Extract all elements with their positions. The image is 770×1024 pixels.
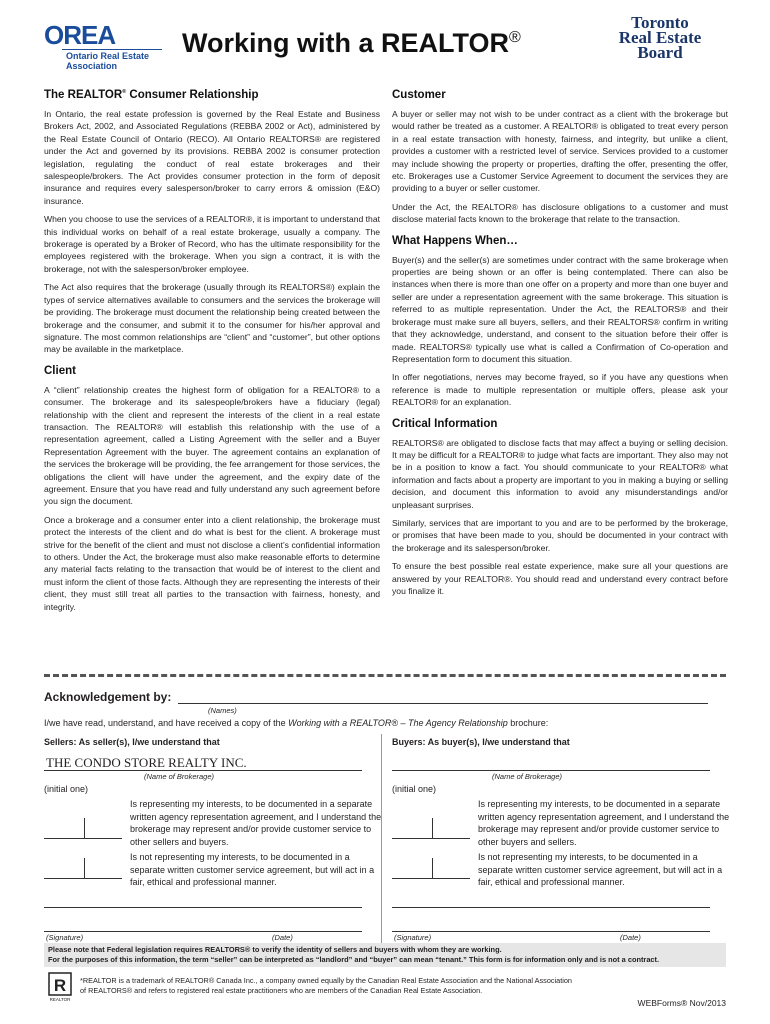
trb-line3: Board xyxy=(637,43,683,62)
customer-paragraph-2: Under the Act, the REALTOR® has disclosure obligations to a customer and must disclose material facts known to the brokerage that relate to the transaction. xyxy=(392,201,728,225)
seller-option-representing: Is representing my interests, to be documented in a separate written agency representation agreement, and I understand the brokerage may represent and/or provide customer service to other sellers and buyers. xyxy=(130,799,382,847)
orea-sub-line1: Ontario Real Estate xyxy=(66,51,150,61)
critical-paragraph-3: To ensure the best possible real estate experience, make sure all your questions are answered by your REALTOR®. You should read and understand every contract before you finalize it. xyxy=(392,561,728,596)
seller-initial-2-tick xyxy=(84,858,85,878)
seller-initial-instruction: (initial one) xyxy=(44,784,89,794)
left-column xyxy=(44,88,380,619)
seller-signature-label: (Signature) xyxy=(46,933,84,942)
buyer-signature-1-field[interactable] xyxy=(392,907,710,908)
seller-initial-1-tick xyxy=(84,818,85,838)
trademark-note xyxy=(80,976,600,996)
form-identifier: WEBForms® Nov/2013 xyxy=(637,998,726,1008)
page-title: Working with a REALTOR® xyxy=(182,28,521,58)
seller-option-not-representing: Is not representing my interests, to be documented in a separate written customer service agreement, but will act in a fair, ethical and professional manner. xyxy=(130,852,375,887)
trademark-line-2: of REALTORS® and refers to registered real estate practitioners who are members of the Canadian Real Estate Association. xyxy=(80,986,483,995)
buyers-heading: Buyers: As buyer(s), I/we understand that xyxy=(392,737,570,747)
critical-information-heading: Critical Information xyxy=(392,417,498,430)
critical-paragraph-1: REALTORS® are obligated to disclose facts that may affect a buying or selling decision. It may be difficult for a REALTOR® to judge what facts are important. They also may not be in a position to know a fact. You should communicate to your REALTOR® what information and facts about a property are important to you in making a buying or selling decision, and document this information to avoid any misunderstandings and/or unpleasant surprises. xyxy=(392,437,728,510)
trb-line2: Real Estate xyxy=(618,28,702,47)
toronto-real-estate-board-logo xyxy=(610,15,710,60)
consumer-paragraph-2: When you choose to use the services of a REALTOR®, it is important to understand that this individual works on behalf of a real estate brokerage, usually a company. The brokerage is operated by a Broker of Record, who has the ultimate responsibility for the employees registered with the brokerage. When you sign a contract, it is with the brokerage, not with the salesperson/broker employee. xyxy=(44,214,380,274)
names-input-line[interactable] xyxy=(178,703,708,704)
orea-logo-rule xyxy=(62,49,162,50)
seller-signature-2-field[interactable] xyxy=(44,931,362,932)
consumer-relationship-heading: The REALTOR® Consumer Relationship xyxy=(44,89,259,101)
consumer-paragraph-3: The Act also requires that the brokerage (usually through its REALTORS®) explain the types of service alternatives available to consumers and the services the brokerage will be providing. The brokerage must document the relationship being created between the brokerage and the consumer, and submit it to the consumer for his/her approval and signature. The most common relationships are “client” and “customer”, but other options may be available in the marketplace. xyxy=(44,282,380,355)
buyer-signature-label: (Signature) xyxy=(394,933,432,942)
trb-line1: Toronto xyxy=(631,13,689,32)
seller-initial-2-field[interactable] xyxy=(44,878,122,879)
customer-heading: Customer xyxy=(392,89,446,101)
seller-brokerage-line xyxy=(44,770,362,771)
realtor-logo xyxy=(48,972,72,1002)
buyer-brokerage-label: (Name of Brokerage) xyxy=(492,772,563,781)
seller-brokerage-label: (Name of Brokerage) xyxy=(144,772,215,781)
svg-text:R: R xyxy=(53,976,67,995)
buyer-initial-2-tick xyxy=(432,858,433,878)
orea-sub-line2: Association xyxy=(66,61,118,71)
acknowledgement-label: Acknowledgement by: xyxy=(44,690,172,704)
buyer-initial-2-field[interactable] xyxy=(392,878,470,879)
buyer-initial-instruction: (initial one) xyxy=(392,784,437,794)
tear-off-divider xyxy=(44,674,726,677)
buyer-initial-1-tick xyxy=(432,818,433,838)
seller-initial-1-field[interactable] xyxy=(44,838,122,839)
client-paragraph-1: A “client” relationship creates the highest form of obligation for a REALTOR® to a consumer. The brokerage and its salespeople/brokers have a fiduciary (legal) relationship with the client and represent the interests of the client in a real estate transaction. The REALTOR® will establish this relationship with the use of a representation agreement, called a Listing Agreement with the seller and a Buyer Representation Agreement with the buyer. The agreement contains an explanation of the services the brokerage will be providing, the fee arrangement for those services, the obligations the client will have under the agreement, and the expiry date of the agreement. Ensure that you have read and fully understand any such agreement before you sign the document. xyxy=(44,384,380,507)
seller-signature-1-field[interactable] xyxy=(44,907,362,908)
realtor-logo-text: REALTOR xyxy=(49,997,71,1002)
acknowledgement-statement: I/we have read, understand, and have received a copy of the Working with a REALTOR® – The Agency Relationship brochure: xyxy=(44,718,549,728)
seller-date-label: (Date) xyxy=(272,933,293,942)
sellers-heading: Sellers: As seller(s), I/we understand that xyxy=(44,737,220,747)
orea-wordmark: OREA xyxy=(44,20,116,50)
what-happens-heading: What Happens When… xyxy=(392,234,518,247)
buyer-signature-2-field[interactable] xyxy=(392,931,710,932)
names-label: (Names) xyxy=(208,706,237,715)
federal-notice xyxy=(44,943,726,967)
critical-paragraph-2: Similarly, services that are important to you and are to be performed by the brokerage, or promises that have been made to you, should be documented in your contract with the brokerage and its salesperson/broker. xyxy=(392,517,728,553)
buyer-option-not-representing: Is not representing my interests, to be documented in a separate written customer service agreement, but will act in a fair, ethical and professional manner. xyxy=(478,852,723,887)
customer-paragraph-1: A buyer or seller may not wish to be under contract as a client with the brokerage but would rather be treated as a customer. A REALTOR® is obligated to treat every person in a real estate transaction with honesty, fairness, and integrity, but unlike a client, provides a customer with a restricted level of service. Services provided to a customer may include showing the property or properties, drafting the offer, presenting the offer, etc. Brokerages use a Customer Service Agreement to document the services they are providing to a buyer or seller customer. xyxy=(392,109,728,194)
buyer-option-representing: Is representing my interests, to be documented in a separate written agency representation agreement, and I understand the brokerage may represent and/or provide customer service to other buyers and sellers. xyxy=(478,799,730,847)
realtor-r-icon xyxy=(48,972,72,1002)
trademark-line-1: *REALTOR is a trademark of REALTOR® Canada Inc., a company owned equally by the Canadian Real Estate Association and the National Association xyxy=(80,976,572,985)
right-column xyxy=(392,88,728,603)
consumer-paragraph-1: In Ontario, the real estate profession is governed by the Real Estate and Business Brokers Act, 2002, and Associated Regulations (REBBA 2002 or Act), administered by the Real Estate Council of Ontario (RECO). All Ontario REALTORS® are registered under the Act and governed by its provisions. REBBA 2002 is consumer protection legislation, regulating the conduct of real estate brokerages and their salespeople/brokers. The Act provides consumer protection in the form of deposit insurance and requires every salesperson/broker to carry errors & omission (E&O) insurance. xyxy=(44,109,380,206)
buyer-date-label: (Date) xyxy=(620,933,641,942)
seller-brokerage-value[interactable]: THE CONDO STORE REALTY INC. xyxy=(46,755,247,770)
client-paragraph-2: Once a brokerage and a consumer enter into a client relationship, the brokerage must protect the interests of the client and do what is best for the client. A brokerage must strive for the benefit of the client and must not disclose a client’s confidential information to others. Under the Act, the brokerage must also make reasonable efforts to determine any material facts relating to the transaction that would be of interest to the client and must inform the client of those facts. Although they are representing the interests of their client, they must still treat all parties to the transaction with fairness, honesty, and integrity. xyxy=(44,514,380,612)
what-happens-paragraph-2: In offer negotiations, nerves may become frayed, so if you have any questions when reference is made to multiple representation or multiple offers, please ask your REALTOR® for an explanation. xyxy=(392,372,728,408)
orea-logo xyxy=(44,22,164,72)
buyer-brokerage-field[interactable] xyxy=(392,770,710,771)
notice-line-2: For the purposes of this information, the term “seller” can be interpreted as “landlord” and “buyer” can mean “tenant.” This form is for information only and is not a contract. xyxy=(48,955,660,964)
notice-line-1: Please note that Federal legislation requires REALTORS® to verify the identity of sellers and buyers with whom they are working. xyxy=(48,945,502,954)
client-heading: Client xyxy=(44,364,76,377)
what-happens-paragraph-1: Buyer(s) and the seller(s) are sometimes under contract with the same brokerage when properties are being shown or an offer is being contemplated. There can also be instances when there is more than one offer on a property and more than one buyer and seller are under a representation agreement with the same brokerage. This situation is referred to as multiple representation. Under the Act, the REALTORS® and their brokerage must make sure all buyers, sellers, and their REALTORS® confirm in writing that they acknowledge, understand, and consent to the situation before their offer is made. REALTORS® typically use what is called a Confirmation of Co-operation and Representation form to document this situation. xyxy=(392,254,728,364)
buyer-initial-1-field[interactable] xyxy=(392,838,470,839)
